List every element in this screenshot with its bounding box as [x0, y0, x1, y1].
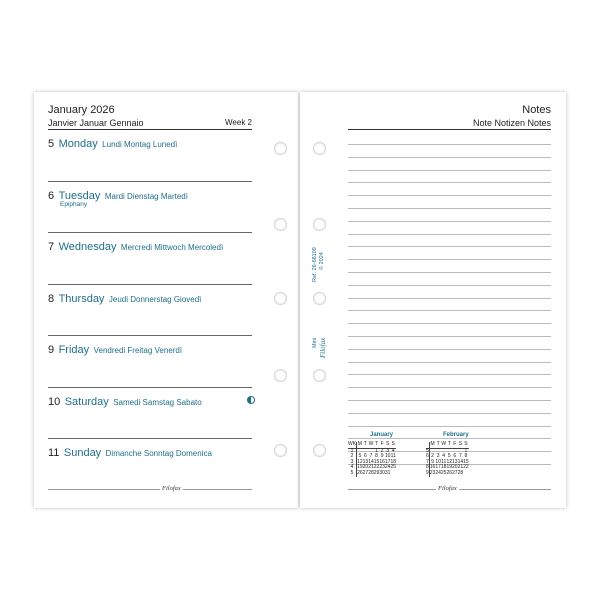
- date-cell: M: [430, 441, 435, 447]
- date-cell: 28: [457, 469, 464, 476]
- date-cell: 15: [373, 458, 380, 465]
- brand-logo: Filofax: [162, 485, 181, 492]
- day-name: Friday: [58, 344, 90, 356]
- day-name: Thursday: [58, 292, 105, 305]
- day-heading: [48, 340, 182, 358]
- date-cell: 10: [384, 453, 391, 460]
- date-cell: [463, 471, 469, 477]
- brand-logo: Filofax: [438, 485, 457, 492]
- note-line: [348, 272, 551, 273]
- date-cell: 17: [384, 458, 391, 465]
- date-cell: 15: [463, 458, 469, 465]
- notes-header-rule: [348, 129, 551, 130]
- note-line: [348, 285, 551, 286]
- date-cell: 3: [436, 453, 440, 460]
- mini-calendar-week-row: [426, 471, 469, 477]
- date-cell: 20: [362, 464, 369, 471]
- date-cell: 24: [435, 469, 441, 476]
- date-cell: 29: [373, 469, 380, 476]
- date-cell: 10: [435, 458, 441, 465]
- day-heading: [48, 443, 212, 461]
- week-number-cell: 8: [426, 464, 429, 471]
- mini-calendar-month: January: [370, 432, 394, 438]
- date-cell: 22: [373, 464, 380, 471]
- note-line: [348, 182, 551, 183]
- day-heading: [48, 392, 202, 410]
- day-translations: Dimanche Sonntag Domenica: [105, 449, 212, 458]
- day-number: 8: [48, 292, 55, 305]
- date-cell: 11: [441, 458, 447, 465]
- binder-hole: [313, 369, 326, 382]
- note-line: [348, 374, 551, 375]
- note-line: [348, 157, 551, 158]
- date-cell: 5: [358, 453, 362, 460]
- day-translations: Samedi Samstag Sabato: [113, 397, 202, 407]
- date-cell: 16: [429, 464, 436, 471]
- date-cell: 7: [369, 453, 373, 460]
- date-cell: 3: [386, 447, 390, 454]
- date-cell: T: [363, 441, 367, 447]
- note-line: [348, 144, 551, 145]
- date-cell: T: [375, 441, 379, 447]
- footer-rule: [48, 489, 252, 490]
- date-cell: 23: [429, 469, 436, 476]
- note-line: [348, 310, 551, 311]
- note-line: [348, 246, 551, 247]
- note-line: [348, 362, 551, 363]
- date-cell: 6: [364, 453, 367, 460]
- date-cell: T: [436, 441, 440, 447]
- date-cell: 27: [362, 469, 369, 476]
- date-cell: 7: [458, 453, 462, 460]
- note-line: [348, 208, 551, 209]
- notes-translations: Note Notizen Notes: [472, 118, 551, 128]
- date-cell: 21: [457, 464, 464, 471]
- week-number-cell: 5: [348, 471, 357, 477]
- diary-week-page: [34, 92, 298, 508]
- day-name: Monday: [58, 138, 98, 150]
- size-label: Mini: [312, 337, 318, 348]
- note-line: [348, 400, 551, 401]
- date-cell: 28: [368, 469, 374, 476]
- day-name: Sunday: [63, 447, 102, 459]
- week-number-cell: 5: [426, 447, 429, 454]
- first-quarter-moon-icon: [247, 396, 255, 404]
- date-cell: 1: [464, 447, 468, 454]
- date-cell: 13: [452, 458, 458, 465]
- day-entry: [48, 388, 252, 440]
- date-cell: F: [380, 441, 384, 447]
- binder-hole: [274, 369, 287, 382]
- day-name: Tuesday: [58, 189, 101, 202]
- mini-calendar-month: February: [443, 432, 469, 438]
- day-translations: Lundi Montag Lunedì: [102, 140, 178, 149]
- day-entry: [48, 439, 252, 491]
- date-cell: 8: [464, 453, 468, 460]
- day-name: Saturday: [64, 395, 109, 408]
- date-cell: 31: [384, 469, 391, 476]
- date-cell: S: [464, 441, 468, 447]
- date-cell: 8: [375, 453, 378, 460]
- note-line: [348, 170, 551, 171]
- date-cell: 20: [452, 464, 458, 471]
- date-cell: W: [368, 441, 374, 447]
- date-cell: 13: [362, 458, 369, 465]
- note-line: [348, 426, 551, 427]
- reference-code: Ref. 26-68109: [312, 247, 318, 282]
- date-cell: 2: [431, 453, 434, 460]
- date-cell: S: [458, 441, 463, 447]
- date-cell: [390, 471, 396, 477]
- holiday-label: Epiphany: [60, 200, 88, 208]
- week-number-cell: 6: [426, 453, 429, 460]
- date-cell: 16: [379, 458, 385, 465]
- date-cell: 2: [380, 447, 384, 454]
- day-number: 6: [48, 189, 55, 202]
- date-cell: 27: [452, 469, 458, 476]
- day-heading: [48, 289, 201, 307]
- note-line: [348, 323, 551, 324]
- date-cell: 1: [375, 447, 378, 454]
- date-cell: 9: [380, 453, 384, 460]
- date-cell: W: [441, 441, 447, 447]
- date-cell: 14: [457, 458, 464, 465]
- date-cell: 19: [446, 464, 453, 471]
- binder-hole: [313, 292, 326, 305]
- note-line: [348, 336, 551, 337]
- date-cell: 25: [390, 464, 396, 471]
- mini-calendar-grid: [348, 442, 396, 477]
- day-heading: [48, 134, 177, 152]
- week-number-cell: 7: [426, 458, 429, 465]
- mini-calendar-grid: [426, 442, 469, 477]
- date-cell: 11: [390, 453, 396, 460]
- day-translations: Mardi Dienstag Martedì: [104, 191, 188, 201]
- week-number: Week 2: [225, 118, 252, 127]
- date-cell: 4: [391, 447, 395, 454]
- date-cell: M: [357, 441, 362, 447]
- date-cell: 17: [435, 464, 441, 471]
- day-entry: [48, 233, 252, 285]
- date-cell: 26: [446, 469, 453, 476]
- binder-hole: [274, 444, 287, 457]
- week-number-cell: WK: [348, 441, 357, 447]
- note-line: [348, 438, 551, 439]
- day-number: 10: [48, 395, 61, 408]
- day-number: 11: [48, 447, 60, 459]
- brand-logo-vertical: Filofax: [319, 337, 327, 358]
- note-line: [348, 195, 551, 196]
- date-cell: 21: [368, 464, 374, 471]
- date-cell: 22: [463, 464, 469, 471]
- date-cell: 18: [440, 464, 447, 471]
- mini-calendar-week-row: [348, 471, 396, 477]
- month-year-heading: January 2026: [48, 104, 115, 116]
- binder-hole: [313, 444, 326, 457]
- date-cell: 26: [357, 469, 363, 476]
- day-entry: [48, 336, 252, 388]
- note-line: [348, 387, 551, 388]
- binder-hole: [313, 142, 326, 155]
- date-cell: 24: [384, 464, 391, 471]
- week-number-cell: 2: [348, 454, 357, 460]
- week-number-cell: 4: [348, 465, 357, 471]
- date-cell: S: [385, 441, 390, 447]
- day-translations: Mercredi Mittwoch Mercoledì: [120, 243, 224, 252]
- day-entry: [48, 182, 252, 234]
- day-number: 5: [48, 138, 55, 150]
- day-entry: [48, 285, 252, 337]
- date-cell: 12: [357, 458, 363, 465]
- copyright-notice: © 2024: [319, 252, 325, 270]
- date-cell: 25: [440, 469, 447, 476]
- date-cell: 19: [357, 464, 363, 471]
- note-line: [348, 413, 551, 414]
- date-cell: F: [453, 441, 457, 447]
- day-name: Wednesday: [58, 241, 117, 253]
- date-cell: 30: [379, 469, 385, 476]
- date-cell: T: [447, 441, 451, 447]
- day-number: 7: [48, 241, 55, 253]
- week-number-cell: 1: [348, 448, 357, 454]
- binder-hole: [313, 218, 326, 231]
- date-cell: 18: [390, 458, 396, 465]
- note-line: [348, 259, 551, 260]
- date-cell: 14: [368, 458, 374, 465]
- week-number-cell: 9: [426, 469, 429, 476]
- date-cell: 12: [446, 458, 453, 465]
- day-entry: [48, 130, 252, 182]
- note-line: [348, 298, 551, 299]
- notes-heading: Notes: [522, 104, 551, 116]
- date-cell: 5: [447, 453, 451, 460]
- day-translations: Jeudi Donnerstag Giovedì: [108, 294, 202, 304]
- day-translations: Vendredi Freitag Venerdì: [93, 346, 183, 355]
- binder-hole: [274, 142, 287, 155]
- date-cell: 6: [453, 453, 457, 460]
- day-heading: [48, 237, 223, 255]
- week-number-cell: 3: [348, 460, 357, 466]
- note-line: [348, 221, 551, 222]
- date-cell: S: [391, 441, 395, 447]
- binder-hole: [274, 218, 287, 231]
- binder-hole: [274, 292, 287, 305]
- notes-page: [300, 92, 566, 508]
- month-translations: Janvier Januar Gennaio: [48, 118, 144, 128]
- day-number: 9: [48, 344, 55, 356]
- date-cell: 23: [379, 464, 385, 471]
- note-line: [348, 234, 551, 235]
- note-line: [348, 349, 551, 350]
- date-cell: 9: [431, 458, 434, 465]
- date-cell: 4: [442, 453, 446, 460]
